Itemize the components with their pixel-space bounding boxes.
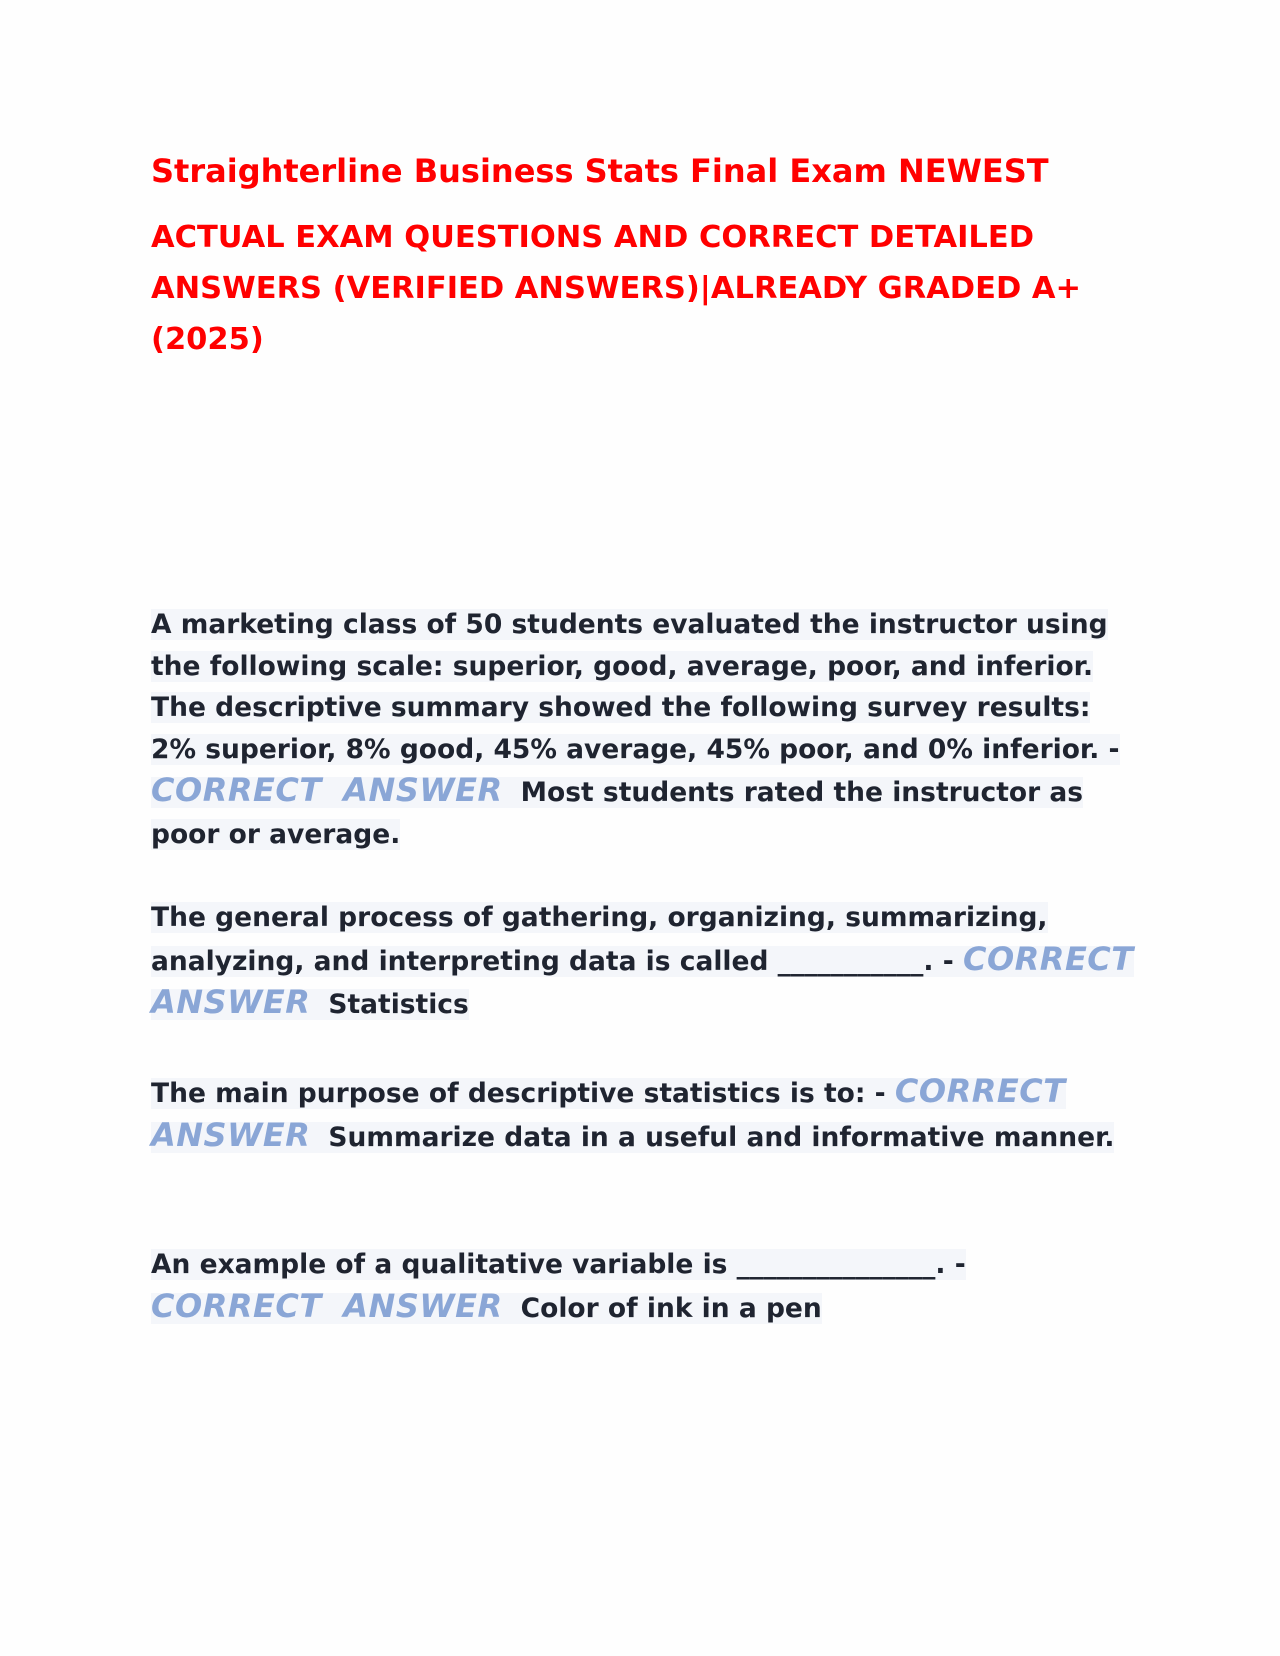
answer-text: Summarize data in a useful and informative manner. <box>328 1121 1115 1153</box>
correct-answer-label: CORRECT ANSWER <box>151 771 503 809</box>
qa-item <box>151 1244 1141 1329</box>
question-text: The main purpose of descriptive statistics is to: - <box>151 1078 886 1109</box>
qa-item <box>151 897 1141 1026</box>
correct-answer-label: CORRECT ANSWER <box>151 1286 503 1325</box>
qa-item <box>151 604 1141 855</box>
correct-answer-label: CORRECT ANSWER <box>151 939 1134 1021</box>
document-subtitle: ACTUAL EXAM QUESTIONS AND CORRECT DETAILED ANSWERS (VERIFIED ANSWERS)|ALREADY GRADED A+ (2025) <box>151 220 1082 357</box>
answer-text: Color of ink in a pen <box>520 1292 822 1324</box>
qa-item <box>151 1071 1141 1158</box>
question-text: An example of a qualitative variable is _______________. - <box>151 1249 966 1280</box>
question-text: A marketing class of 50 students evaluated the instructor using the following scale: superior, good, average, poor, and inferior. The descriptive summary showed the following survey results: 2% superior, 8% good, 45% average, 45% poor, and 0% inferior. - <box>151 609 1120 765</box>
document-title: Straighterline Business Stats Final Exam NEWEST <box>151 152 1049 190</box>
answer-text: Most students rated the instructor as poor or average. <box>151 777 1084 850</box>
question-text: The general process of gathering, organizing, summarizing, analyzing, and interpreting data is called ___________. - <box>151 902 1048 977</box>
document-title-block <box>151 148 1141 365</box>
answer-text: Statistics <box>328 989 469 1020</box>
correct-answer-label: CORRECT ANSWER <box>151 1072 1066 1154</box>
